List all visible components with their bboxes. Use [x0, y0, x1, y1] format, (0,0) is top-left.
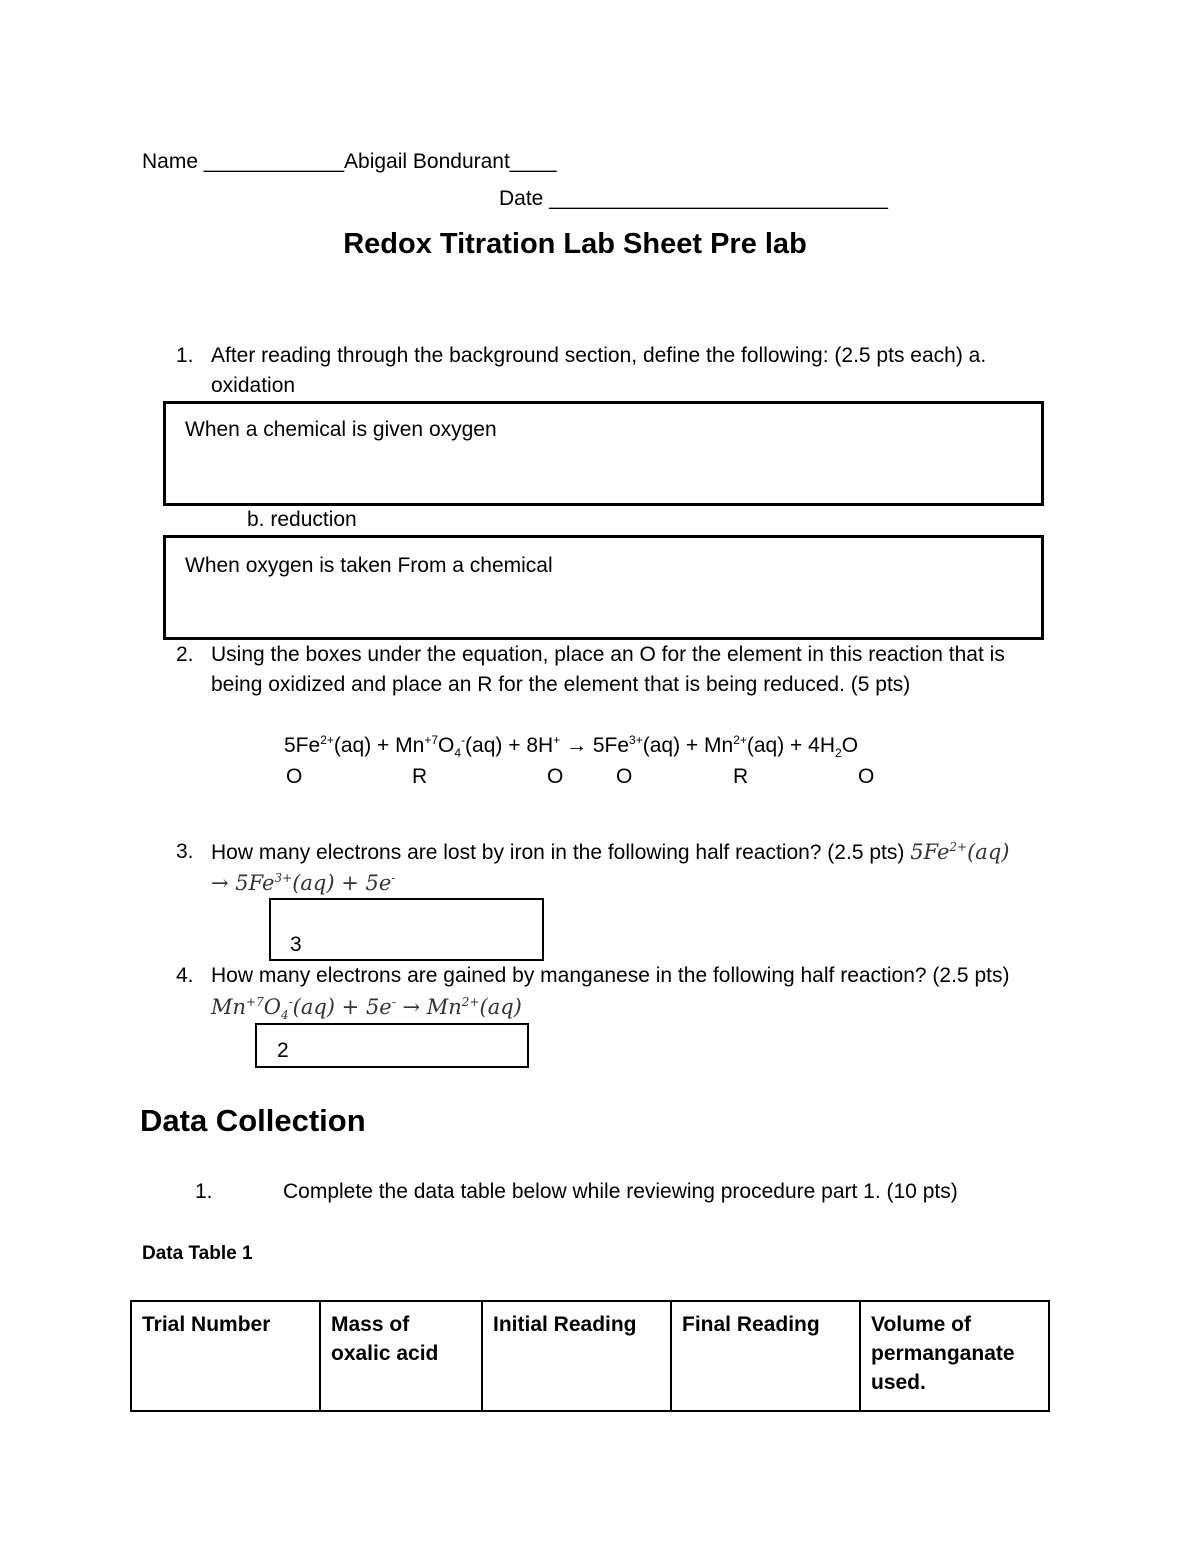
answer-box-q3[interactable] [269, 898, 544, 961]
q2-mark-mn-reactant[interactable]: R [412, 765, 428, 788]
table-header-volume: Volume of permanganate used. [860, 1301, 1049, 1411]
q2-text-line1: Using the boxes under the equation, place an O for the element in this reaction that is [211, 643, 1005, 666]
q1-label-b: b. reduction [247, 508, 357, 531]
q2-mark-fe-reactant[interactable]: O [286, 765, 303, 788]
data-collection-heading: Data Collection [140, 1103, 366, 1138]
dc-item-text: Complete the data table below while reviewing procedure part 1. (10 pts) [283, 1180, 958, 1203]
q4-equation: $Mn^{+7}O_4^-(aq) + 5e^- \to Mn^{2+}(aq)$ [211, 995, 522, 1023]
q3-text-line1: How many electrons are lost by iron in the following half reaction? (2.5 pts) $5Fe^{2+}(aq)$ [211, 840, 1010, 864]
answer-oxidation[interactable]: When a chemical is given oxygen [185, 418, 497, 441]
answer-q3[interactable]: 3 [290, 933, 302, 956]
q3-equation-part2: → $5Fe^{3+}(aq) + 5e^-$ [211, 871, 396, 895]
q2-mark-water[interactable]: O [858, 765, 875, 788]
q2-mark-h[interactable]: O [547, 765, 564, 788]
q2-equation: $5Fe^{2+}(aq) + Mn^{+7}O_4^-(aq) + 8H^+ \to 5Fe^{3+}(aq) + Mn^{2+}(aq) + 4H_2O$ [284, 733, 859, 761]
q1-text-line2: oxidation [211, 374, 296, 397]
table-header-row [131, 1301, 1049, 1411]
q1-number: 1. [176, 344, 194, 367]
answer-box-oxidation[interactable] [163, 401, 1044, 506]
dc-item-number: 1. [195, 1180, 213, 1203]
table-header-trial-number: Trial Number [131, 1301, 320, 1411]
q3-equation-part1: $5Fe^{2+}(aq)$ [910, 840, 1010, 864]
table-header-final-reading: Final Reading [671, 1301, 860, 1411]
date-field [499, 187, 888, 211]
q1-text-line1: After reading through the background section, define the following: (2.5 pts each) a. [211, 344, 987, 367]
name-field [142, 150, 557, 174]
answer-q4[interactable]: 2 [277, 1039, 289, 1062]
date-line[interactable]: _____________________________ [549, 187, 888, 210]
name-value[interactable]: ____________Abigail Bondurant____ [203, 150, 557, 173]
q2-number: 2. [176, 643, 194, 666]
page-title: Redox Titration Lab Sheet Pre lab [343, 228, 807, 260]
q4-text: How many electrons are gained by manganese in the following half reaction? (2.5 pts) [211, 964, 1010, 987]
data-table-title: Data Table 1 [142, 1243, 253, 1264]
date-label: Date [499, 187, 544, 210]
q2-mark-mn-product[interactable]: R [733, 765, 749, 788]
q4-number: 4. [176, 964, 194, 987]
answer-box-q4[interactable] [255, 1023, 529, 1068]
data-table-1 [130, 1300, 1050, 1412]
q2-text-line2: being oxidized and place an R for the element that is being reduced. (5 pts) [211, 673, 911, 696]
table-header-mass: Mass of oxalic acid [320, 1301, 482, 1411]
q3-number: 3. [176, 840, 194, 863]
table-header-initial-reading: Initial Reading [482, 1301, 671, 1411]
answer-box-reduction[interactable] [163, 535, 1044, 640]
answer-reduction[interactable]: When oxygen is taken From a chemical [185, 554, 553, 577]
q2-mark-fe-product[interactable]: O [616, 765, 633, 788]
name-label: Name [142, 150, 199, 173]
